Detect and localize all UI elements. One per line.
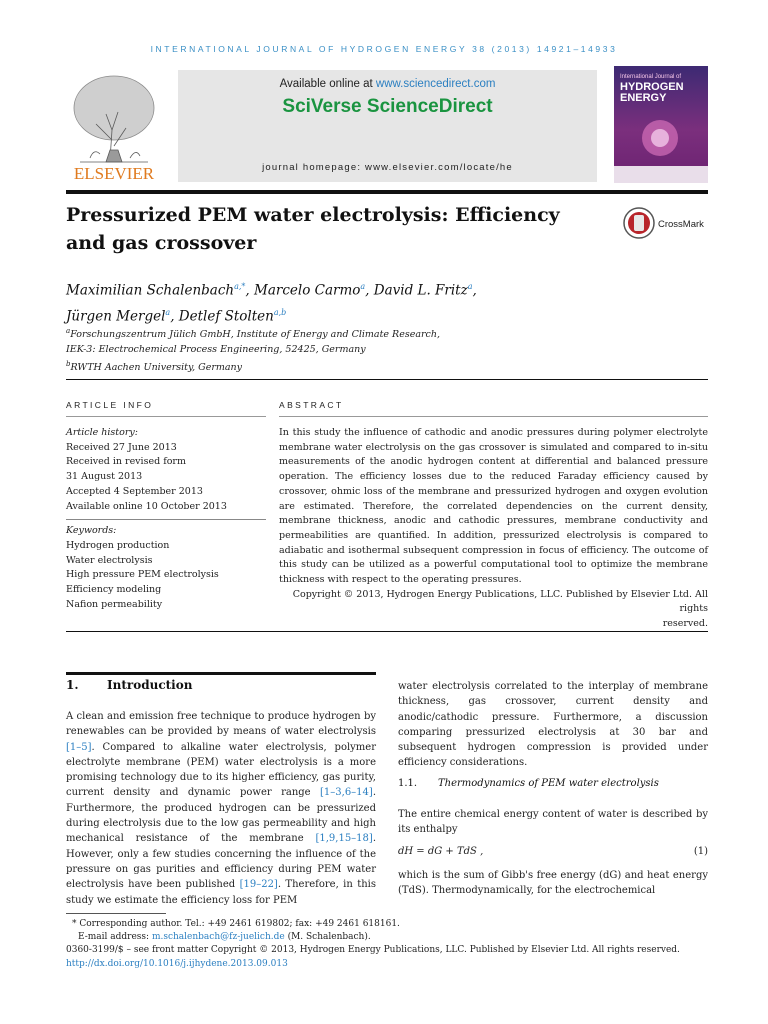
author-sup: a,* xyxy=(234,282,246,291)
author-name[interactable]: Detlef Stolten xyxy=(178,308,274,324)
email-link[interactable]: m.schalenbach@fz-juelich.de xyxy=(151,932,285,943)
affiliation-line xyxy=(66,324,626,342)
affiliation-sup: a xyxy=(66,327,71,335)
email-note xyxy=(66,931,708,944)
author-sep: , xyxy=(365,282,374,299)
intro-paragraph-continued: water electrolysis correlated to the interplay of membrane thickness, gas crossover, current density and anodic/cathodic pressure. Furthermore, a discussion comparing pressurized electrolysis at 30 bar and subsequent hydrogen compression is provided under efficiency considerations. xyxy=(398,681,708,769)
intro-rule xyxy=(66,672,376,675)
affiliations xyxy=(66,324,626,375)
thermo-paragraph: The entire chemical energy content of water is described by its enthalpy xyxy=(398,809,708,836)
crossmark-badge[interactable] xyxy=(622,206,708,242)
abstract-text: In this study the influence of cathodic and anodic pressures during polymer electrolyte membrane water electrolysis on the gas crossover is simulated and compared to in-situ measurements of the anodic hydrogen content at differential and balanced pressure operation. The efficiency losses due to the reduced Faraday efficiency caused by crossover, ohmic loss of the membrane and pressurized hydrogen and oxygen evolution are estimated. Therefore, the correlated dependencies on the current density, membrane thickness, anodic and cathodic pressures, membrane conductivity and permeabilities are quantified. In addition, pressurized electrolysis is compared to adiabatic and isothermal subsequent compression in focus of efficiency. The outcome of this study can be utilized as a powerful computational tool to optimize the membrane thickness with respect to the operating pressures. xyxy=(279,427,708,586)
keyword: Efficiency modeling xyxy=(66,584,162,596)
title-line1: Pressurized PEM water electrolysis: Efficiency xyxy=(66,204,560,226)
sciencedirect-link[interactable]: www.sciencedirect.com xyxy=(375,78,496,90)
article-info xyxy=(66,426,266,612)
author-sup: a xyxy=(467,282,473,291)
history-item: 31 August 2013 xyxy=(66,471,143,483)
cover-subtitle: International Journal of xyxy=(620,74,682,80)
abstract-bottom-rule xyxy=(66,631,708,632)
doi-link[interactable]: http://dx.doi.org/10.1016/j.ijhydene.2013.09.013 xyxy=(66,958,288,969)
author-sep: , xyxy=(170,308,179,324)
reference-link[interactable]: [19–22] xyxy=(239,879,278,891)
abstract-heading-rule xyxy=(279,416,708,417)
journal-homepage[interactable]: journal homepage: www.elsevier.com/locate/he xyxy=(262,162,513,173)
author-list xyxy=(66,276,626,327)
equation-number: (1) xyxy=(693,846,708,857)
equation-body: dH = dG + TdS , xyxy=(398,846,484,857)
history-item: Available online 10 October 2013 xyxy=(66,500,227,512)
abstract-copyright-2: reserved. xyxy=(662,618,708,630)
affiliation-sup: b xyxy=(66,360,71,369)
available-online xyxy=(178,78,597,90)
available-online-prefix: Available online at xyxy=(279,78,373,90)
author-sup: a xyxy=(360,282,366,291)
author-name[interactable]: Jürgen Mergel xyxy=(66,308,166,324)
abstract xyxy=(279,426,708,632)
thermo-paragraph-2: which is the sum of Gibb's free energy (dG) and heat energy (TdS). Thermodynamically, for the electrochemical xyxy=(398,870,708,897)
keyword: Water electrolysis xyxy=(66,554,153,566)
section-heading-introduction xyxy=(66,678,192,692)
abstract-copyright: Copyright © 2013, Hydrogen Energy Publications, LLC. Published by Elsevier Ltd. All rights xyxy=(292,588,708,615)
history-item: Received in revised form xyxy=(66,456,186,468)
footnotes xyxy=(66,918,708,971)
history-label: Article history: xyxy=(66,427,138,438)
text-run: . Furthermore, the produced hydrogen can be pressurized during electrolysis due to the low gas permeability and high mechanical resistance of the membrane xyxy=(66,787,376,845)
issn-line: 0360-3199/$ – see front matter Copyright © 2013, Hydrogen Energy Publications, LLC. Published by Elsevier Ltd. All rights reserved. xyxy=(66,945,680,956)
keyword: Hydrogen production xyxy=(66,539,170,551)
cover-title-line2: ENERGY xyxy=(620,92,667,104)
title-line2: and gas crossover xyxy=(66,232,257,254)
keyword: Nafion permeability xyxy=(66,598,163,610)
email-label: E-mail address: xyxy=(78,932,152,943)
author-name[interactable]: Maximilian Schalenbach xyxy=(66,282,235,299)
affiliation-text: IEK-3: Electrochemical Process Engineering, 52425, Germany xyxy=(66,344,366,356)
text-run: A clean and emission free technique to produce hydrogen by renewables can be provided by means of water electrolysis xyxy=(66,711,376,738)
corresponding-author-note: * Corresponding author. Tel.: +49 2461 619802; fax: +49 2461 618161. xyxy=(72,919,400,929)
journal-citation-line: INTERNATIONAL JOURNAL OF HYDROGEN ENERGY 38 (2013) 14921–14933 xyxy=(150,44,618,54)
section-title: Introduction xyxy=(107,678,193,692)
author-name[interactable]: Marcelo Carmo xyxy=(254,282,361,299)
cover-graphic xyxy=(614,66,708,183)
elsevier-wordmark: ELSEVIER xyxy=(73,164,155,182)
history-item: Received 27 June 2013 xyxy=(66,441,177,453)
author-line1 xyxy=(66,276,626,302)
reference-link[interactable]: [1,9,15–18] xyxy=(315,833,373,845)
subsection-title: Thermodynamics of PEM water electrolysis xyxy=(438,778,659,789)
affiliation-text: RWTH Aachen University, Germany xyxy=(70,362,243,374)
author-sup: a xyxy=(165,307,171,317)
cover-title-line1: HYDROGEN xyxy=(620,81,684,93)
crossmark-label: CrossMark xyxy=(658,219,704,230)
text-run: . However, only a few studies concerning the influence of the pressure on gas purities and efficiency during PEM water electrolysis have been published xyxy=(66,833,376,891)
author-name[interactable]: David L. Fritz xyxy=(373,282,468,299)
text-run: . Therefore, in this study we estimate the efficiency loss for PEM xyxy=(66,879,376,906)
info-heading-rule xyxy=(66,416,266,417)
email-suffix: (M. Schalenbach). xyxy=(284,932,371,943)
keyword: High pressure PEM electrolysis xyxy=(66,569,219,581)
abstract-heading: ABSTRACT xyxy=(279,400,344,410)
author-sep: , xyxy=(472,282,477,299)
elsevier-logo xyxy=(66,70,162,182)
affiliation-text: Forschungszentrum Jülich GmbH, Institute of Energy and Climate Research, xyxy=(70,329,440,341)
sciverse-logo: SciVerse ScienceDirect xyxy=(282,96,493,117)
text-run: . Compared to alkaline water electrolysis, polymer electrolyte membrane (PEM) water electrolysis is a more promising technology due to its higher efficiency, gas purity, current density and dynamic power range xyxy=(66,741,376,799)
reference-link[interactable]: [1–3,6–14] xyxy=(320,787,373,799)
history-item: Accepted 4 September 2013 xyxy=(66,485,203,497)
sciencedirect-banner xyxy=(178,70,597,182)
author-sep: , xyxy=(245,282,254,299)
affiliation-line xyxy=(66,357,626,375)
article-info-heading: ARTICLE INFO xyxy=(66,400,154,410)
section-number: 1. xyxy=(66,678,79,692)
keywords-label: Keywords: xyxy=(66,525,117,537)
elsevier-tree-icon xyxy=(66,70,162,182)
intro-paragraph xyxy=(66,709,376,908)
affiliation-line xyxy=(66,342,626,357)
info-divider xyxy=(66,519,266,520)
subsection-heading xyxy=(398,778,659,789)
equation-1 xyxy=(398,846,708,857)
footnote-rule xyxy=(66,913,166,914)
author-sup: a,b xyxy=(273,307,287,317)
crossmark-icon xyxy=(622,206,656,240)
journal-cover[interactable] xyxy=(614,66,708,183)
subsection-number: 1.1. xyxy=(398,778,418,789)
reference-link[interactable]: [1–5] xyxy=(66,741,92,753)
section-rule xyxy=(66,379,708,380)
article-title xyxy=(66,201,586,257)
header-rule xyxy=(66,190,708,194)
